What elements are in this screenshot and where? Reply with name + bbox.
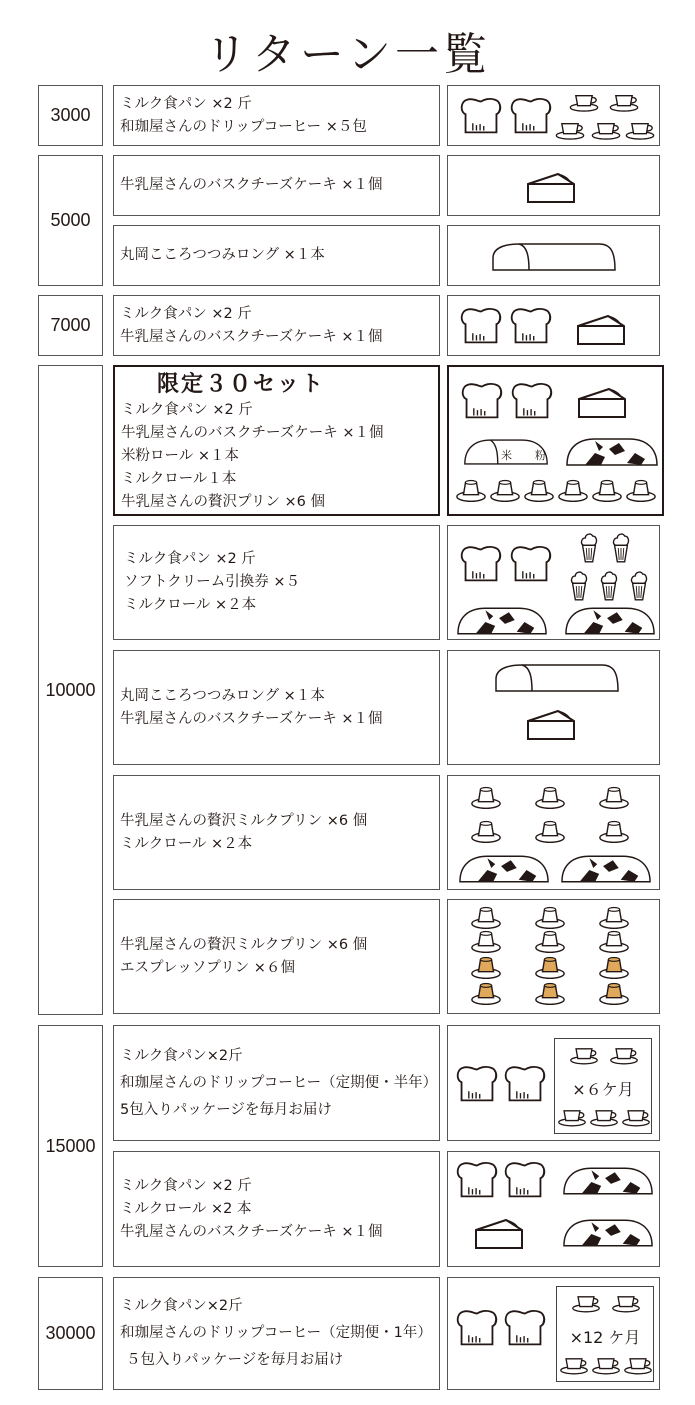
reward-description: [113, 525, 440, 640]
pudding-icon: [457, 481, 485, 502]
soft-cream-icon: [632, 572, 647, 600]
milk-roll-icon: [567, 439, 657, 465]
espresso-pudding-icon: [600, 984, 628, 1005]
reward-description: [113, 775, 440, 890]
milk-roll-icon: [562, 856, 650, 881]
coffee-cup-icon: [610, 96, 637, 111]
bread-icon: [512, 547, 551, 580]
bread-icon: [462, 547, 501, 580]
pudding-icon: [491, 481, 519, 502]
reward-line: ミルクロール ×２本: [124, 597, 257, 613]
milk-roll-icon: [460, 856, 548, 881]
subscription-duration: ×12 ケ月: [569, 1328, 641, 1347]
bread-icon: [506, 1163, 545, 1196]
reward-illustration: [447, 295, 660, 356]
reward-line: ミルク食パン ×2 斤: [124, 551, 256, 567]
page-title: リターン一覧: [203, 29, 492, 80]
long-cake-icon: [493, 244, 615, 270]
price-cell: [38, 1025, 103, 1267]
reward-line: ミルク食パン ×2 斤: [120, 305, 252, 322]
pudding-icon: [472, 822, 500, 843]
reward-description: [113, 365, 440, 516]
price-label: 3000: [50, 105, 91, 125]
espresso-pudding-icon: [536, 958, 564, 979]
rice-flour-label: 米 粉: [501, 449, 552, 462]
reward-illustration: [447, 899, 660, 1014]
pudding-icon: [600, 788, 628, 809]
price-cell: [38, 365, 103, 1015]
pudding-icon: [472, 908, 500, 929]
reward-description: [113, 1277, 440, 1390]
reward-illustration: [447, 775, 660, 890]
coffee-cup-icon: [593, 1359, 619, 1374]
reward-line: 牛乳屋さんの贅沢ミルクプリン ×6 個: [120, 936, 368, 953]
coffee-cup-icon: [571, 1049, 597, 1064]
pudding-icon: [536, 908, 564, 929]
reward-line: 牛乳屋さんのバスクチーズケーキ ×１個: [120, 1223, 383, 1240]
reward-description: [113, 155, 440, 216]
cheesecake-icon: [579, 389, 625, 417]
espresso-pudding-icon: [472, 958, 500, 979]
reward-illustration: [447, 525, 660, 640]
pudding-icon: [472, 932, 500, 953]
coffee-cup-icon: [561, 1359, 587, 1374]
coffee-cup-icon: [623, 1111, 649, 1126]
reward-line: ミルクロール ×２本: [120, 835, 253, 852]
subscription-box: [554, 1038, 652, 1134]
bread-icon: [512, 99, 551, 132]
cheesecake-icon: [528, 711, 574, 739]
bread-icon: [512, 309, 551, 342]
soft-cream-icon: [602, 572, 617, 600]
cheesecake-icon: [528, 174, 574, 202]
soft-cream-icon: [572, 572, 587, 600]
price-label: 15000: [45, 1135, 96, 1156]
pudding-icon: [472, 788, 500, 809]
reward-line: 和珈屋さんのドリップコーヒー ×５包: [120, 118, 367, 135]
limited-badge: 限定３０セット: [156, 372, 325, 397]
reward-line: 牛乳屋さんのバスクチーズケーキ ×１個: [120, 710, 383, 727]
reward-line: ミルク食パン ×2 斤: [120, 95, 252, 112]
bread-icon: [506, 1067, 545, 1100]
reward-line: ミルク食パン ×2 斤: [120, 1177, 252, 1194]
reward-line: 牛乳屋さんのバスクチーズケーキ ×１個: [120, 328, 383, 345]
coffee-cup-icon: [592, 124, 619, 139]
bread-icon: [513, 384, 552, 417]
pudding-icon: [525, 481, 553, 502]
coffee-cup-icon: [591, 1111, 617, 1126]
espresso-pudding-icon: [600, 958, 628, 979]
reward-illustration: [447, 85, 660, 146]
reward-illustration: [447, 155, 660, 216]
coffee-cup-icon: [613, 1297, 639, 1312]
coffee-cup-icon: [625, 1359, 651, 1374]
reward-line: 丸岡こころつつみロング ×１本: [120, 687, 325, 704]
pudding-icon: [593, 481, 621, 502]
bread-icon: [458, 1311, 497, 1344]
soft-cream-icon: [614, 534, 629, 562]
milk-roll-icon: [566, 608, 654, 633]
reward-line: ミルク食パン×2斤: [120, 1047, 243, 1064]
price-label: 5000: [50, 210, 91, 230]
pudding-icon: [559, 481, 587, 502]
bread-icon: [462, 309, 501, 342]
price-cell: [38, 295, 103, 356]
reward-description: [113, 1025, 440, 1141]
reward-line: エスプレッソプリン ×６個: [120, 959, 295, 976]
pudding-icon: [600, 932, 628, 953]
reward-description: [113, 295, 440, 356]
milk-roll-icon: [458, 608, 546, 633]
reward-illustration: [447, 225, 660, 286]
price-cell: [38, 85, 103, 146]
reward-line: 牛乳屋さんのバスクチーズケーキ ×１個: [121, 425, 384, 441]
coffee-cup-icon: [556, 124, 583, 139]
coffee-cup-icon: [570, 96, 597, 111]
pudding-icon: [536, 788, 564, 809]
milk-roll-icon: [564, 1220, 652, 1245]
price-cell: [38, 155, 103, 286]
coffee-cup-icon: [573, 1297, 599, 1312]
reward-line: ５包入りパッケージを毎月お届け: [126, 1352, 344, 1368]
reward-line: ミルクロール１本: [121, 471, 237, 487]
reward-line: ミルク食パン×2斤: [120, 1298, 243, 1314]
reward-illustration: [447, 365, 664, 516]
pudding-icon: [536, 822, 564, 843]
reward-line: 5包入りパッケージを毎月お届け: [120, 1101, 332, 1118]
reward-description: [113, 1151, 440, 1267]
cheesecake-icon: [578, 316, 624, 344]
reward-description: [113, 85, 440, 146]
pudding-icon: [600, 822, 628, 843]
reward-line: 丸岡こころつつみロング ×１本: [120, 247, 325, 263]
reward-line: ミルクロール ×2 本: [120, 1200, 252, 1217]
reward-illustration: [447, 1277, 660, 1390]
reward-illustration: [447, 1025, 660, 1141]
pudding-icon: [627, 481, 655, 502]
subscription-box: [556, 1286, 654, 1382]
coffee-cup-icon: [626, 124, 653, 139]
pudding-icon: [536, 932, 564, 953]
coffee-cup-icon: [559, 1111, 585, 1126]
soft-cream-icon: [582, 534, 597, 562]
reward-line: 和珈屋さんのドリップコーヒー（定期便・半年）: [120, 1074, 438, 1091]
bread-icon: [458, 1067, 497, 1100]
reward-illustration: [447, 1151, 660, 1267]
price-cell: [38, 1277, 103, 1390]
bread-icon: [458, 1163, 497, 1196]
reward-line: 米粉ロール ×１本: [121, 448, 239, 464]
reward-description: [113, 650, 440, 765]
reward-line: ソフトクリーム引換券 ×５: [124, 574, 300, 590]
price-label: 30000: [45, 1323, 96, 1343]
coffee-cup-icon: [611, 1049, 637, 1064]
espresso-pudding-icon: [536, 984, 564, 1005]
price-label: 10000: [45, 679, 96, 700]
reward-line: 牛乳屋さんの贅沢プリン ×6 個: [121, 494, 326, 510]
bread-icon: [463, 384, 502, 417]
reward-illustration: [447, 650, 660, 765]
milk-roll-icon: [564, 1168, 652, 1193]
bread-icon: [506, 1311, 545, 1344]
reward-line: ミルク食パン ×2 斤: [121, 402, 253, 418]
cheesecake-icon: [476, 1220, 522, 1248]
reward-line: 牛乳屋さんのバスクチーズケーキ ×１個: [120, 177, 383, 193]
reward-line: 和珈屋さんのドリップコーヒー（定期便・1年）: [120, 1325, 432, 1341]
reward-description: [113, 225, 440, 286]
pudding-icon: [600, 908, 628, 929]
long-cake-icon: [496, 665, 618, 691]
reward-line: 牛乳屋さんの贅沢ミルクプリン ×6 個: [120, 812, 368, 829]
espresso-pudding-icon: [472, 984, 500, 1005]
bread-icon: [462, 99, 501, 132]
price-label: 7000: [50, 315, 91, 335]
reward-description: [113, 899, 440, 1014]
subscription-duration: ×６ケ月: [572, 1080, 634, 1099]
